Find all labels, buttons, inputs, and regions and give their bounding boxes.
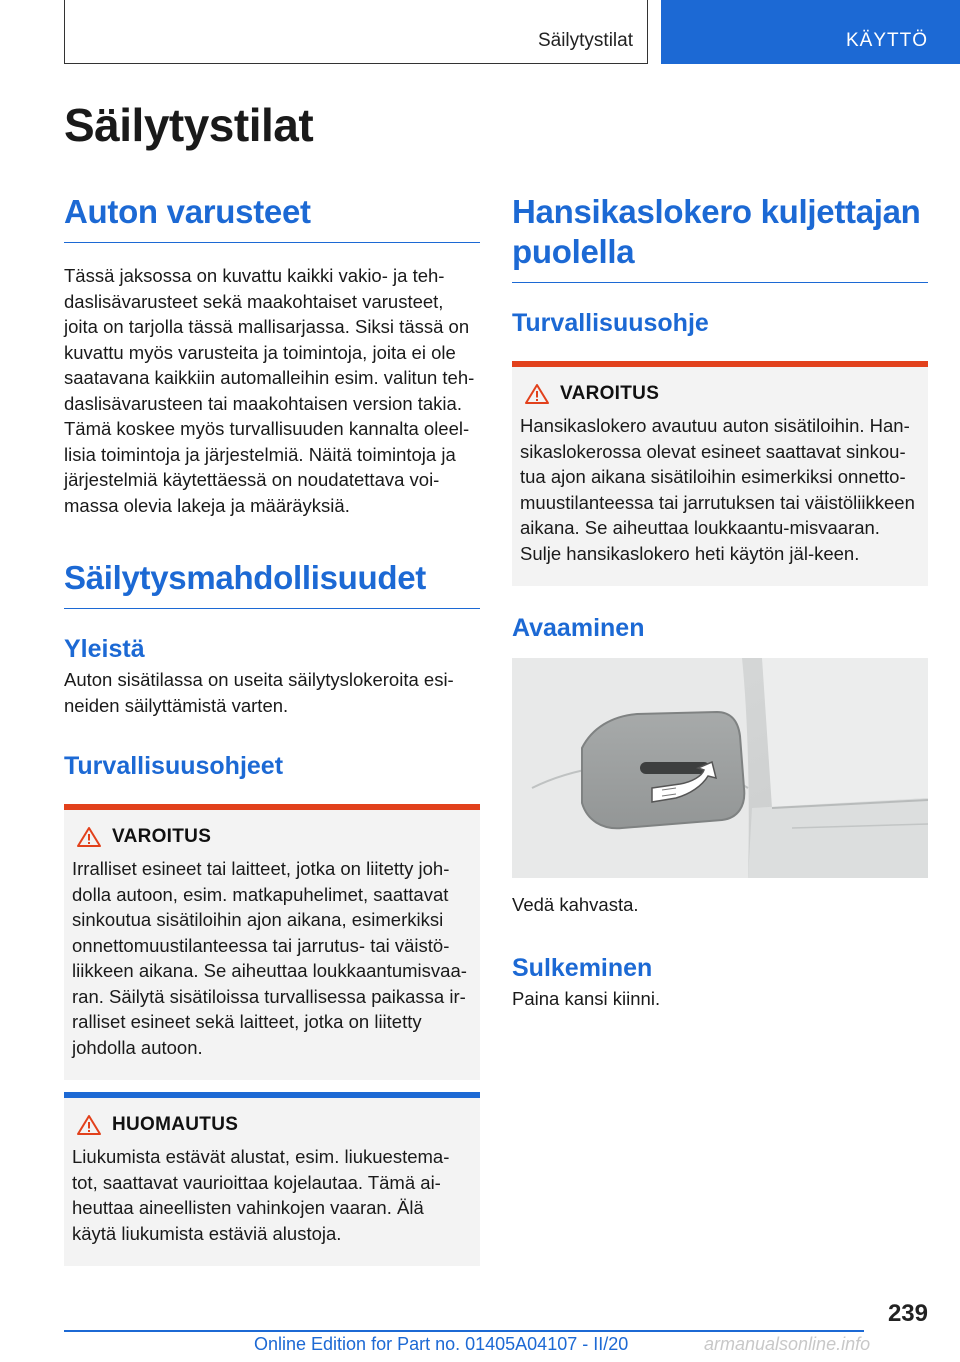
- heading-general: Yleistä: [64, 635, 145, 663]
- paragraph-closing: Paina kansi kiinni.: [512, 987, 661, 1009]
- note-box: [64, 1092, 480, 1266]
- watermark: armanualsonline.info: [704, 1334, 871, 1354]
- warning-text-right: Hansikaslokero avautuu auton sisätiloihin. Han-sikaslokerossa olevat esineet saattavat sinkou-tua ajon aikana sisätiloihin esimerkiksi onnetto-muustilanteessa tai jarrutuksen tai väistöliikkeen aikana. Se aiheuttaa loukkaantu-misvaaran. Sulje hansikaslokero heti käytön jäl-keen.: [520, 415, 915, 564]
- warning-triangle-icon: [76, 826, 102, 848]
- right-column: [512, 192, 928, 1011]
- warning-header-right: [524, 383, 920, 405]
- glovebox-illustration: [512, 658, 928, 878]
- header-section-title: Säilytystilat: [537, 30, 633, 51]
- warning-title-left: VAROITUS: [112, 826, 212, 847]
- warning-text-left: Irralliset esineet tai laitteet, jotka on liitetty joh-dolla autoon, esim. matkapuhelimet, saattavat sinkoutua sisätiloihin ajon aikana, esimerkiksi onnettomuustilanteessa tai jarrutus- tai väistö-liikkeen aikana. Se aiheuttaa loukkaantumisvaa-ran. Säilytä sisätiloissa turvallisessa paikassa ir-ralliset esineet sekä laitteet, jotka on liitetty johdolla autoon.: [72, 858, 467, 1058]
- warning-header-left: [76, 826, 472, 848]
- note-text: Liukumista estävät alustat, esim. liukuestema-tot, saattavat vaurioittaa kojelautaa. Tämä ai-heuttaa aineellisten vahinkojen vaaran. Älä käytä liukumista estäviä alustoja.: [72, 1146, 450, 1244]
- paragraph-equipment: Tässä jaksossa on kuvattu kaikki vakio- ja teh-daslisävarusteet sekä maakohtaiset varusteet, joita on tarjolla tässä mallisarjassa. Siksi tässä on kuvattu myös varusteita ja toimintoja, joita ei ole saatavana kaikkiin automalleihin esim. valitun teh-daslisävarusteen tai maakohtaisen version takia. Tämä koskee myös turvallisuuden kannalta oleel-lisia toimintoja ja järjestelmiä. Näitä toimintoja ja järjestelmiä käytettäessä on noudatettava voi-massa olevia lakeja ja määräyksiä.: [64, 265, 475, 516]
- header-section-box: [64, 0, 648, 64]
- heading-storage: Säilytysmahdollisuudet: [64, 558, 480, 609]
- paragraph-general: Auton sisätilassa on useita säilytyslokeroita esi-neiden säilyttämistä varten.: [64, 669, 454, 716]
- header-chapter-tab: [661, 0, 960, 64]
- warning-triangle-icon: [76, 1114, 102, 1136]
- heading-safety-left: Turvallisuusohjeet: [64, 752, 284, 780]
- heading-opening: Avaaminen: [512, 614, 645, 642]
- heading-equipment: Auton varusteet: [64, 192, 480, 243]
- heading-glovebox: Hansikaslokero kuljettajan puolella: [512, 192, 928, 283]
- heading-safety-right: Turvallisuusohje: [512, 309, 709, 337]
- paragraph-opening: Vedä kahvasta.: [512, 894, 639, 915]
- left-column: [64, 192, 480, 1266]
- warning-box-right: [512, 361, 928, 586]
- header-chapter-label: KÄYTTÖ: [845, 30, 928, 51]
- page-number: 239: [887, 1300, 928, 1327]
- note-title: HUOMAUTUS: [112, 1114, 239, 1135]
- page-title: Säilytystilat: [64, 99, 314, 151]
- note-header: [76, 1114, 472, 1136]
- heading-closing: Sulkeminen: [512, 953, 653, 982]
- footer-edition: Online Edition for Part no. 01405A04107 - II/20: [254, 1334, 629, 1354]
- warning-box-left: [64, 804, 480, 1080]
- warning-title-right: VAROITUS: [560, 383, 660, 404]
- warning-triangle-icon: [524, 383, 550, 405]
- footer-divider: [64, 1330, 864, 1332]
